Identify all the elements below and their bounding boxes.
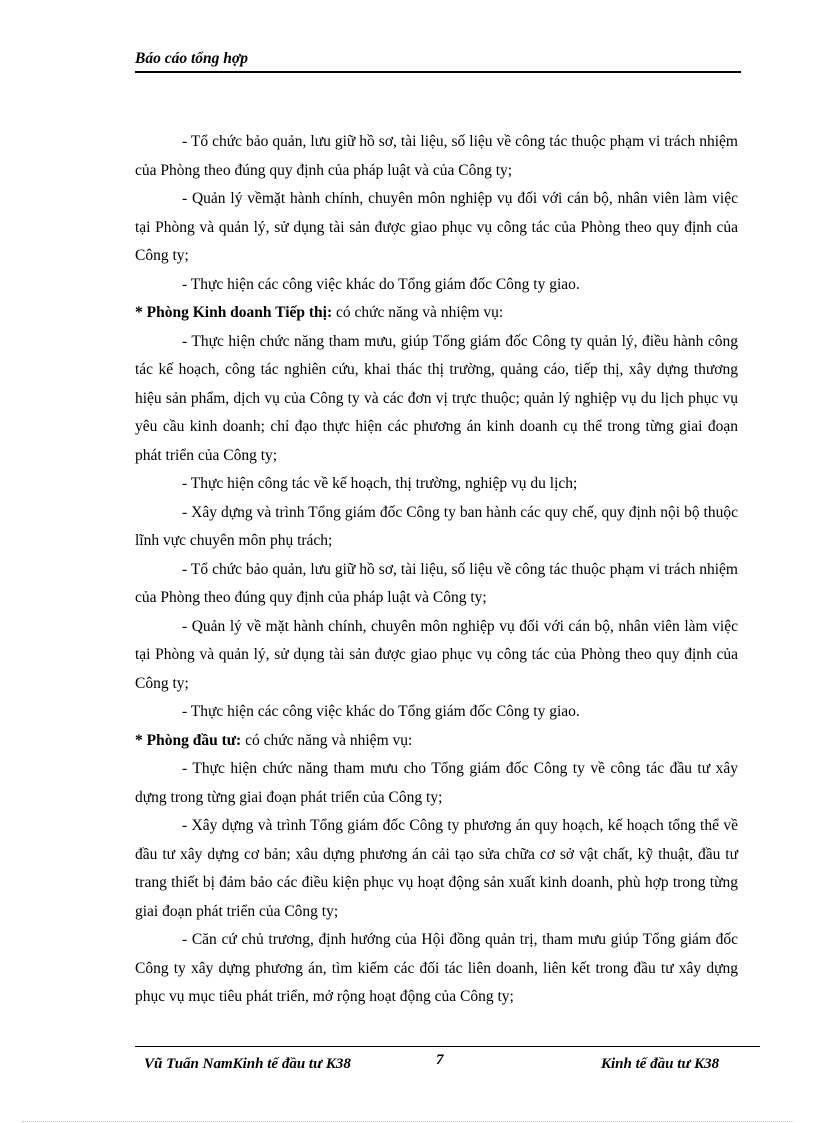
body-paragraph: - Thực hiện các công việc khác do Tổng giám đốc Công ty giao.: [182, 703, 580, 720]
section-heading-tail: có chức năng và nhiệm vụ:: [332, 304, 504, 321]
body-paragraph: - Căn cứ chủ trương, định hướng của Hội đồng quản trị, tham mưu giúp Tổng giám đốc Công ty xây dựng phương án, tìm kiếm các đối tác liên doanh, liên kết trong đầu tư xây dựng phục vụ mục tiêu phát triển, mở rộng hoạt động của Công ty;: [135, 931, 738, 1005]
footer-course: Kinh tế đầu tư K38: [601, 1056, 720, 1072]
body-paragraph: - Tổ chức bảo quản, lưu giữ hồ sơ, tài liệu, số liệu về công tác thuộc phạm vi trách nhiệm của Phòng theo đúng quy định của pháp luật và Công ty;: [135, 560, 738, 606]
page-number: 7: [436, 1052, 444, 1068]
body-paragraph: - Thực hiện chức năng tham mưu cho Tổng giám đốc Công ty về công tác đầu tư xây dựng trong từng giai đoạn phát triển của Công ty;: [135, 760, 738, 806]
page-header: [135, 49, 741, 73]
body-paragraph: - Xây dựng và trình Tổng giám đốc Công ty phương án quy hoạch, kế hoạch tổng thể về đầu tư xây dựng cơ bản; xâu dựng phương án cải tạo sửa chữa cơ sở vật chất, kỹ thuật, đầu tư trang thiết bị đảm bảo các điều kiện phục vụ hoạt động sản xuất kinh doanh, phù hợp trong từng giai đoạn phát triển của Công ty;: [135, 817, 738, 920]
body-paragraph: - Thực hiện chức năng tham mưu, giúp Tổng giám đốc Công ty quản lý, điều hành công tác kế hoạch, công tác nghiên cứu, khai thác thị trường, quảng cáo, tiếp thị, xây dựng thương hiệu sản phẩm, dịch vụ của Công ty và các đơn vị trực thuộc; quản lý nghiệp vụ du lịch phục vụ yêu cầu kinh doanh; chỉ đạo thực hiện các phương án kinh doanh cụ thể trong từng giai đoạn phát triển của Công ty;: [135, 332, 738, 464]
body-paragraph: - Xây dựng và trình Tổng giám đốc Công ty ban hành các quy chế, quy định nội bộ thuộc lĩnh vực chuyên môn phụ trách;: [135, 503, 738, 549]
body-paragraph: - Quản lý vềmặt hành chính, chuyên môn nghiệp vụ đối với cán bộ, nhân viên làm việc tại Phòng và quản lý, sử dụng tài sản được giao phục vụ công tác của Phòng theo quy định của Công ty;: [135, 190, 738, 264]
footer-author: Vũ Tuấn NamKinh tế đầu tư K38: [144, 1056, 351, 1072]
page-bottom-edge: [22, 1121, 794, 1122]
footer-divider: [135, 1046, 760, 1047]
section-heading-dau-tu: [135, 727, 738, 756]
section-heading-tail: có chức năng và nhiệm vụ:: [241, 731, 413, 749]
header-title: Báo cáo tổng hợp: [135, 50, 248, 67]
section-heading-label: * Phòng đầu tư:: [135, 731, 242, 749]
body-paragraph: - Thực hiện công tác về kế hoạch, thị trường, nghiệp vụ du lịch;: [182, 475, 578, 492]
body-paragraph: - Tổ chức bảo quản, lưu giữ hồ sơ, tài liệu, số liệu về công tác thuộc phạm vi trách nhiệm của Phòng theo đúng quy định của pháp luật và của Công ty;: [135, 133, 738, 179]
body-paragraph: - Quản lý về mặt hành chính, chuyên môn nghiệp vụ đối với cán bộ, nhân viên làm việc tại Phòng và quản lý, sử dụng tài sản được giao phục vụ công tác của Phòng theo quy định của Công ty;: [135, 617, 738, 692]
section-heading-kinh-doanh: [135, 299, 738, 328]
body-paragraph: - Thực hiện các công việc khác do Tổng giám đốc Công ty giao.: [182, 275, 580, 293]
document-body: [135, 128, 738, 1012]
section-heading-label: * Phòng Kinh doanh Tiếp thị:: [135, 304, 333, 321]
